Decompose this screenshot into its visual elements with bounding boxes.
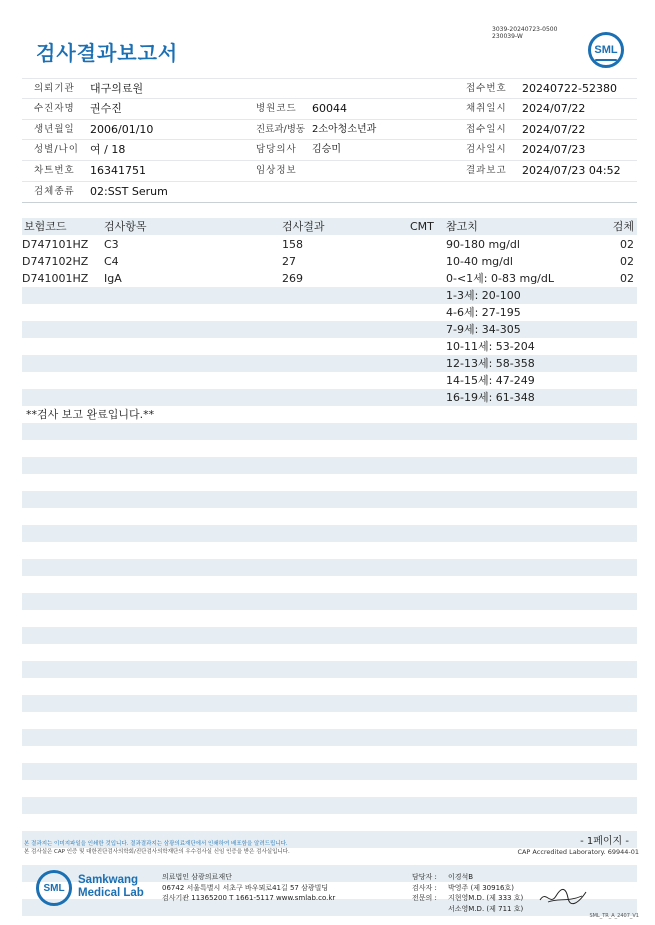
- birth-label: 생년월일: [34, 123, 75, 135]
- receipt-date-value: 2024/07/22: [522, 122, 586, 136]
- result-item: C3: [104, 238, 119, 251]
- signature-icon: [538, 884, 588, 908]
- form-version: SML_TR_A_2407_V1: [589, 913, 639, 919]
- specimen-type-value: 02:SST Serum: [90, 184, 168, 198]
- table-row: [22, 372, 637, 389]
- table-row: [22, 661, 637, 678]
- table-row: [22, 678, 637, 695]
- doctor-value: 김승미: [312, 144, 341, 156]
- staff-label: 전문의 :: [412, 894, 437, 902]
- page-number: - 1페이지 -: [580, 836, 629, 847]
- staff-label: 검사자 :: [412, 883, 437, 892]
- reference-extra: 1-3세: 20-100: [446, 289, 521, 302]
- chart-no-value: 16341751: [90, 164, 146, 178]
- reference-extra: 10-11세: 53-204: [446, 340, 535, 353]
- sex-age-value: 여 / 18: [90, 143, 126, 157]
- reference-extra: 12-13세: 58-358: [446, 357, 535, 370]
- table-row: [22, 508, 637, 525]
- info-row: [22, 78, 637, 99]
- table-row: [22, 236, 637, 253]
- department-label: 진료과/병동: [256, 123, 306, 135]
- hospital-code-value: 60044: [312, 101, 347, 115]
- report-date-label: 결과보고: [466, 165, 507, 177]
- table-row: [22, 746, 637, 763]
- test-date-value: 2024/07/23: [522, 143, 586, 157]
- table-row: [22, 610, 637, 627]
- address-line3: 검사기관 11365200 T 1661-5117 www.smlab.co.kr: [162, 894, 336, 902]
- receipt-no-value: 20240722-52380: [522, 82, 617, 95]
- table-row: [22, 763, 637, 780]
- table-row: [22, 644, 637, 661]
- result-item: IgA: [104, 272, 122, 285]
- info-row: [22, 161, 637, 182]
- test-date-label: 검사일시: [466, 144, 507, 156]
- collection-date-value: 2024/07/22: [522, 101, 586, 115]
- table-row: [22, 355, 637, 372]
- report-title: 검사결과보고서: [36, 41, 179, 65]
- table-row: [22, 559, 637, 576]
- result-value: 269: [282, 272, 303, 285]
- staff-value: 이경석B: [448, 873, 474, 881]
- result-specimen: 02: [620, 272, 634, 285]
- notice-line2: 본 검사실은 CAP 인증 및 대한진단검사의학회/진단검사의학재단의 우수검사실 신임 인증을 받은 검사실입니다.: [24, 849, 290, 855]
- institution-value: 대구의료원: [90, 82, 144, 95]
- table-row: [22, 440, 637, 457]
- table-row: [22, 253, 637, 270]
- institution-label: 의뢰기관: [34, 83, 75, 94]
- report-date-value: 2024/07/23 04:52: [522, 164, 621, 178]
- sex-age-label: 성별/나이: [34, 144, 79, 156]
- info-row: [22, 120, 637, 141]
- document-code: [492, 26, 557, 40]
- table-row: [22, 287, 637, 304]
- info-row: [22, 140, 637, 161]
- footer-notice: [24, 840, 290, 856]
- table-row: [22, 389, 637, 406]
- staff-value: 박영주 (제 30916호): [448, 883, 514, 892]
- col-item-header: 검사항목: [104, 220, 147, 233]
- staff-value: 서소영M.D. (제 711 호): [448, 904, 524, 913]
- sml-footer-logo-icon: SML: [36, 870, 72, 906]
- table-row: [22, 457, 637, 474]
- receipt-date-label: 접수일시: [466, 123, 507, 135]
- table-row: [22, 542, 637, 559]
- receipt-no-label: 접수번호: [466, 83, 507, 94]
- result-value: 27: [282, 255, 296, 268]
- table-row: [22, 304, 637, 321]
- col-code-header: 보험코드: [24, 220, 67, 233]
- sml-logo-icon: SML: [588, 32, 624, 68]
- brand-line1: Samkwang: [78, 874, 139, 886]
- result-item: C4: [104, 255, 119, 268]
- col-specimen-header: 검체: [612, 220, 634, 233]
- table-row: [22, 780, 637, 797]
- result-specimen: 02: [620, 238, 634, 251]
- table-row: [22, 576, 637, 593]
- footer-brand: [78, 874, 144, 900]
- reference-extra: 16-19세: 61-348: [446, 391, 535, 404]
- department-value: 2소아청소년과: [312, 123, 377, 135]
- results-header: [22, 218, 637, 235]
- notice-line1: 본 결과지는 이미지파일을 인쇄한 것입니다. 결과결과지는 삼광의료재단에서 인쇄하여 배포함을 알려드립니다.: [24, 841, 288, 847]
- result-code: D741001HZ: [22, 272, 89, 285]
- col-cmt-header: CMT: [410, 220, 434, 233]
- table-row: [22, 474, 637, 491]
- reference-extra: 14-15세: 47-249: [446, 374, 535, 387]
- chart-no-label: 차트번호: [34, 165, 75, 177]
- footer-address: [162, 872, 335, 904]
- hospital-code-label: 병원코드: [256, 102, 297, 114]
- result-code: D747101HZ: [22, 238, 89, 251]
- result-reference: 10-40 mg/dl: [446, 255, 513, 268]
- completion-message: **검사 보고 완료입니다.**: [26, 408, 155, 421]
- table-row: [22, 321, 637, 338]
- staff-value: 지현영M.D. (제 333 호): [448, 894, 524, 902]
- brand-line2: Medical Lab: [78, 887, 144, 899]
- patient-name-value: 권수진: [90, 101, 122, 115]
- table-row: [22, 270, 637, 287]
- result-specimen: 02: [620, 255, 634, 268]
- table-row: [22, 729, 637, 746]
- specimen-type-label: 검체종류: [34, 185, 75, 197]
- table-row: [22, 491, 637, 508]
- patient-name-label: 수진자명: [34, 102, 75, 114]
- collection-date-label: 채취일시: [466, 102, 507, 114]
- cap-accreditation: CAP Accredited Laboratory. 69944-01: [517, 848, 639, 856]
- table-row: [22, 338, 637, 355]
- clinical-info-label: 임상정보: [256, 165, 297, 177]
- result-reference: 90-180 mg/dl: [446, 238, 520, 251]
- footer-staff: [412, 872, 523, 914]
- table-row: [22, 593, 637, 610]
- table-row: [22, 627, 637, 644]
- table-row: [22, 814, 637, 831]
- table-row: [22, 916, 637, 925]
- patient-info-table: [22, 78, 637, 203]
- result-code: D747102HZ: [22, 255, 89, 268]
- document-code-line1: 3039-20240723-0500: [492, 26, 558, 33]
- address-line2: 06742 서울특별시 서초구 바우뫼로41길 57 삼광빌딩: [162, 883, 329, 892]
- col-reference-header: 참고치: [446, 220, 478, 233]
- address-line1: 의료법인 삼광의료재단: [162, 873, 232, 881]
- birth-value: 2006/01/10: [90, 122, 154, 136]
- result-reference: 0-<1세: 0-83 mg/dL: [446, 272, 554, 285]
- doctor-label: 담당의사: [256, 144, 297, 156]
- table-row: [22, 525, 637, 542]
- result-value: 158: [282, 238, 303, 251]
- reference-extra: 7-9세: 34-305: [446, 323, 521, 336]
- table-row: [22, 797, 637, 814]
- staff-label: 담당자 :: [412, 873, 437, 881]
- col-result-header: 검사결과: [282, 220, 325, 233]
- info-row: [22, 182, 637, 203]
- document-code-line2: 230039-W: [492, 33, 523, 40]
- table-row: [22, 712, 637, 729]
- table-row: [22, 695, 637, 712]
- reference-extra: 4-6세: 27-195: [446, 306, 521, 319]
- results-table: [22, 236, 637, 925]
- info-row: [22, 99, 637, 120]
- table-row: [22, 423, 637, 440]
